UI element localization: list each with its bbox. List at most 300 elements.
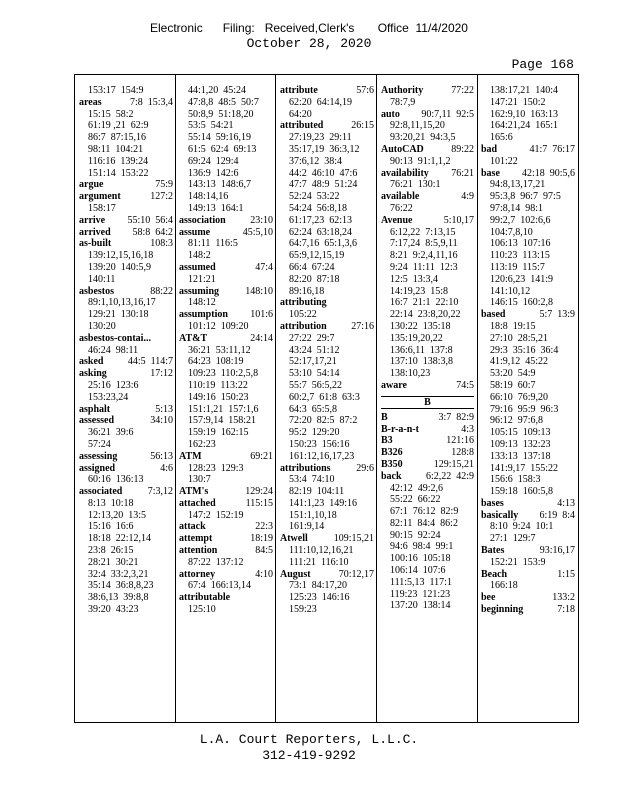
index-refs-line: 29:3 35:16 36:4 [490, 344, 559, 356]
index-refs-line: 146:15 160:2,8 [490, 297, 554, 309]
index-refs-line: 8:13 10:18 [88, 497, 134, 509]
index-term: asked [79, 356, 104, 368]
index-entry [481, 545, 575, 557]
index-refs-line: 161:9,14 [289, 521, 325, 533]
index-term: assume [179, 226, 211, 238]
index-entry [179, 533, 273, 545]
index-refs-line: 164:21,24 165:1 [490, 120, 559, 132]
index-refs-line: 137:20 138:14 [390, 600, 451, 612]
index-refs: 34:10 [145, 415, 173, 427]
index-refs: 1:15 [552, 568, 575, 580]
index-refs: 90:7,11 92:5 [416, 108, 474, 120]
index-entry [381, 144, 474, 156]
index-term: attached [179, 497, 216, 509]
index-entry [481, 498, 575, 510]
index-refs-line: 55:22 66:22 [390, 494, 441, 506]
index-term: B3 [381, 435, 393, 447]
index-refs-line: 67:1 76:12 82:9 [390, 506, 459, 518]
index-refs-line: 135:19,20,22 [390, 332, 443, 344]
index-entry [79, 179, 173, 191]
index-refs-line: 147:2 152:19 [188, 509, 244, 521]
index-refs-line: 18:8 19:15 [490, 320, 536, 332]
index-entry [79, 486, 173, 498]
index-refs-line: 44:1,20 45:24 [188, 85, 247, 96]
index-entry [79, 415, 173, 427]
index-entry [381, 380, 474, 392]
index-refs-line: 42:12 49:2,6 [390, 482, 444, 494]
index-refs-line: 165:6 [490, 132, 513, 144]
index-term: B [381, 411, 388, 423]
index-refs-line: 81:11 116:5 [188, 238, 238, 250]
index-term: ATM's [179, 486, 209, 498]
index-entry [280, 321, 374, 333]
index-entry [481, 510, 575, 522]
index-refs-line: 86:7 87:15,16 [88, 132, 147, 144]
index-term: Avenue [381, 214, 413, 226]
index-entry [79, 227, 173, 239]
index-refs-line: 58:19 60:7 [490, 379, 536, 391]
index-refs-line: 35:17,19 36:3,12 [289, 143, 360, 155]
index-refs-line: 93:20,21 94:3,5 [390, 132, 456, 144]
index-entry [481, 168, 575, 180]
index-refs-line: 95:3,8 96:7 97:5 [490, 191, 561, 203]
index-entry [381, 459, 474, 471]
index-entry [79, 451, 173, 463]
index-term: auto [381, 108, 400, 120]
index-refs-line: 60:16 136:13 [88, 474, 144, 486]
index-refs-line: 148:12 [188, 297, 216, 309]
index-term: asking [79, 368, 107, 380]
index-refs-line: 38:6,13 39:8,8 [88, 592, 149, 604]
index-refs-line: 149:13 164:1 [188, 202, 244, 214]
index-term: asphalt [79, 403, 111, 415]
index-refs: 129:15,21 [428, 458, 474, 470]
index-refs-line: 39:20 43:23 [88, 604, 139, 616]
index-entry [79, 286, 173, 298]
index-refs: 45:5,10 [237, 226, 273, 238]
index-refs: 18:19 [245, 533, 273, 545]
index-refs: 4:10 [250, 568, 273, 580]
index-refs-line: 27:22 29:7 [289, 332, 335, 344]
index-refs: 3:7 82:9 [433, 411, 474, 423]
index-refs: 4:6 [155, 462, 173, 474]
index-refs-line: 133:13 137:18 [490, 450, 551, 462]
index-entry [179, 309, 273, 321]
index-frame [74, 74, 579, 723]
index-entry [381, 85, 474, 97]
index-refs-line: 37:6,12 38:4 [289, 155, 343, 167]
index-refs-line: 94:8,13,17,21 [490, 179, 546, 191]
index-term: attribute [280, 85, 318, 96]
index-refs-line: 140:11 [88, 273, 116, 285]
index-entry [79, 356, 173, 368]
index-term: availability [381, 167, 429, 179]
index-refs: 22:3 [250, 521, 273, 533]
index-refs-line: 113:19 115:7 [490, 261, 545, 273]
index-refs: 84:5 [250, 545, 273, 557]
index-refs-line: 99:2,7 102:6,6 [490, 214, 551, 226]
index-refs-line: 89:16,18 [289, 285, 325, 297]
index-refs-line: 27:19,23 29:11 [289, 132, 352, 144]
index-refs: 127:2 [145, 191, 173, 203]
index-entry [179, 592, 273, 604]
index-term: base [481, 167, 500, 179]
index-refs-line: 54:24 56:8,18 [289, 202, 348, 214]
index-refs: 23:10 [245, 214, 273, 226]
index-refs-line: 105:22 [289, 309, 317, 321]
index-refs-line: 136:6,11 137:8 [390, 344, 453, 356]
index-refs-line: 106:13 107:16 [490, 238, 551, 250]
index-refs: 41:7 76:17 [524, 143, 575, 155]
index-refs-line: 90:13 91:1,1,2 [390, 155, 451, 167]
index-term: attack [179, 521, 206, 533]
index-entry [280, 569, 374, 581]
index-entry [179, 521, 273, 533]
index-refs: 7:18 [552, 604, 575, 616]
index-refs-line: 87:22 137:12 [188, 556, 244, 568]
index-refs: 6:2,22 42:9 [420, 470, 474, 482]
index-refs-line: 47:7 48:9 51:24 [289, 179, 358, 191]
index-refs-line: 89:1,10,13,16,17 [88, 297, 156, 309]
index-entry [280, 463, 374, 475]
index-refs-line: 28:21 30:21 [88, 556, 139, 568]
page-number: Page 168 [511, 57, 574, 72]
index-term: association [179, 214, 226, 226]
index-refs-line: 153:23,24 [88, 391, 129, 403]
index-refs-line: 125:10 [188, 604, 216, 616]
index-refs-line: 7:17,24 8:5,9,11 [390, 238, 458, 250]
index-refs-line: 152:21 153:9 [490, 556, 546, 568]
index-term: assumed [179, 261, 216, 273]
index-term: as-built [79, 238, 112, 250]
index-refs-line: 16:7 21:1 22:10 [390, 297, 459, 309]
column-divider [477, 75, 478, 722]
index-refs-line: 95:2 129:20 [289, 427, 340, 439]
index-refs-line: 151:1,21 157:1,6 [188, 403, 259, 415]
reporter-name: L.A. Court Reporters, L.L.C. [199, 732, 419, 747]
index-refs: 4:13 [552, 497, 575, 509]
index-entry [179, 498, 273, 510]
index-refs: 4:9 [456, 191, 474, 203]
index-refs-line: 92:8,11,15,20 [390, 120, 445, 132]
index-refs: 58:8 64:2 [127, 226, 173, 238]
index-refs-line: 105:15 109:13 [490, 427, 551, 439]
index-refs: 29:6 [351, 462, 374, 474]
index-refs-line: 27:10 28:5,21 [490, 332, 549, 344]
index-refs-line: 79:16 95:9 96:3 [490, 403, 559, 415]
index-refs: 75:9 [150, 179, 173, 191]
index-refs-line: 52:17,17,21 [289, 356, 337, 368]
index-refs-line: 64:3 65:5,8 [289, 403, 338, 415]
index-refs-line: 128:23 129:3 [188, 462, 244, 474]
index-refs-line: 120:6,23 141:9 [490, 273, 554, 285]
index-refs-line: 57:24 [88, 438, 111, 450]
index-term: AT&T [179, 332, 208, 344]
index-term: bad [481, 143, 498, 155]
index-term: AutoCAD [381, 143, 424, 155]
index-entry [179, 262, 273, 274]
index-refs-line: 149:16 150:23 [188, 391, 249, 403]
index-refs-line: 53:20 54:9 [490, 368, 536, 380]
index-entry [79, 191, 173, 203]
index-refs-line: 106:14 107:6 [390, 565, 446, 577]
index-refs: 115:15 [240, 497, 273, 509]
index-refs: 55:10 56:4 [122, 214, 173, 226]
index-term: attribution [280, 320, 327, 332]
index-term: asbestos-contai... [79, 332, 151, 344]
index-entry [179, 451, 273, 463]
index-refs-line: 159:23 [289, 604, 317, 616]
index-term: areas [79, 96, 102, 108]
column-divider [275, 75, 276, 722]
index-refs-line: 136:9 142:6 [188, 167, 239, 179]
index-refs-line: 111:5,13 117:1 [390, 576, 452, 588]
index-refs-line: 67:4 166:13,14 [188, 580, 252, 592]
index-entry [381, 412, 474, 424]
index-refs-line: 14:19,23 15:8 [390, 285, 449, 297]
index-refs-line: 143:13 148:6,7 [188, 179, 252, 191]
index-refs-line: 12:5 13:3,4 [390, 273, 439, 285]
index-term: beginning [481, 604, 524, 616]
index-term: assuming [179, 285, 220, 297]
index-term: attorney [179, 568, 216, 580]
index-refs-line: 52:24 53:22 [289, 191, 340, 203]
index-entry [79, 215, 173, 227]
index-refs-line: 100:16 105:18 [390, 553, 451, 565]
index-refs-line: 162:9,10 163:13 [490, 108, 559, 120]
index-entry [79, 368, 173, 380]
index-refs-line: 55:14 59:16,19 [188, 132, 252, 144]
index-term: Atwell [280, 533, 308, 545]
index-refs: 77:22 [446, 85, 474, 96]
index-refs-line: 61:19 ,21 62:9 [88, 120, 149, 132]
index-refs: 57:6 [351, 85, 374, 96]
index-refs-line: 62:20 64:14,19 [289, 96, 353, 108]
index-column-1 [79, 85, 173, 616]
index-term: Beach [481, 568, 508, 580]
index-term: basically [481, 509, 519, 521]
index-refs-line: 15:15 58:2 [88, 108, 134, 120]
index-refs: 148:10 [240, 285, 273, 297]
index-refs-line: 158:17 [88, 202, 116, 214]
index-refs-line: 66:4 67:24 [289, 261, 335, 273]
index-term: assigned [79, 462, 116, 474]
index-refs-line: 147:21 150:2 [490, 96, 546, 108]
index-refs: 88:22 [145, 285, 173, 297]
index-refs-line: 65:9,12,15,19 [289, 250, 345, 262]
index-refs-line: 111:21 116:10 [289, 556, 349, 568]
index-refs-line: 130:22 135:18 [390, 320, 451, 332]
index-refs-line: 130:20 [88, 320, 116, 332]
index-entry [79, 238, 173, 250]
index-entry [280, 85, 374, 97]
index-refs-line: 94:6 98:4 99:1 [390, 541, 454, 553]
index-refs-line: 64:20 [289, 108, 312, 120]
index-term: available [381, 191, 420, 203]
index-entry [79, 97, 173, 109]
index-refs-line: 125:23 146:16 [289, 592, 350, 604]
index-entry [481, 569, 575, 581]
index-entry [481, 604, 575, 616]
index-refs: 5:10,17 [438, 214, 474, 226]
index-entry [381, 215, 474, 227]
index-refs-line: 90:15 92:24 [390, 529, 441, 541]
index-refs-line: 141:10,12 [490, 285, 531, 297]
index-entry [79, 463, 173, 475]
index-refs-line: 76:22 [390, 202, 413, 214]
index-entry [381, 471, 474, 483]
index-refs-line: 96:12 97:6,8 [490, 415, 544, 427]
index-refs-line: 141:9,17 155:22 [490, 462, 559, 474]
index-term: attributing [280, 297, 327, 309]
index-entry [381, 168, 474, 180]
index-refs-line: 73:1 84:17,20 [289, 580, 348, 592]
index-refs-line: 139:20 140:5,9 [88, 261, 152, 273]
index-refs: 6:19 8:4 [534, 509, 575, 521]
column-divider [175, 75, 176, 722]
reporter-phone: 312-419-9292 [262, 748, 356, 763]
index-refs: 4:3 [456, 423, 474, 435]
index-refs-line: 64:7,16 65:1,3,6 [289, 238, 358, 250]
index-refs-line: 153:17 154:9 [88, 85, 144, 96]
index-refs-line: 8:10 9:24 10:1 [490, 521, 554, 533]
index-refs: 128:8 [446, 447, 474, 459]
index-term: aware [381, 379, 407, 391]
index-refs-line: 150:23 156:16 [289, 438, 350, 450]
letter-heading: B [381, 396, 474, 409]
index-refs-line: 148:14,16 [188, 191, 229, 203]
index-refs-line: 53:4 74:10 [289, 474, 335, 486]
index-refs-line: 110:19 113:22 [188, 379, 248, 391]
index-refs: 89:22 [446, 143, 474, 155]
index-term: assessed [79, 415, 115, 427]
index-refs-line: 50:8,9 51:18,20 [188, 108, 254, 120]
filing-stamp: Electronic Filing: Received,Clerk's Office 11/4/2020 [150, 21, 468, 35]
index-refs-line: 36:21 39:6 [88, 427, 134, 439]
index-refs-line: 27:1 129:7 [490, 533, 536, 545]
index-entry [481, 592, 575, 604]
index-term: argument [79, 191, 121, 203]
index-refs-line: 66:10 76:9,20 [490, 391, 549, 403]
index-refs-line: 78:7,9 [390, 96, 416, 108]
index-refs-line: 141:1,23 149:16 [289, 497, 358, 509]
index-refs-line: 148:2 [188, 250, 211, 262]
index-refs: 47:4 [250, 261, 273, 273]
index-refs-line: 43:24 51:12 [289, 344, 340, 356]
column-divider [376, 75, 377, 722]
index-entry [381, 109, 474, 121]
index-refs: 5:7 13:9 [534, 309, 575, 321]
index-refs: 5:13 [150, 403, 173, 415]
index-term: associated [79, 486, 123, 498]
index-refs-line: 55:7 56:5,22 [289, 379, 343, 391]
index-refs-line: 159:18 160:5,8 [490, 486, 554, 498]
index-refs-line: 22:14 23:8,20,22 [390, 309, 461, 321]
index-refs-line: 161:12,16,17,23 [289, 450, 355, 462]
index-entry [179, 215, 273, 227]
index-refs: 7:8 15:3,4 [124, 96, 173, 108]
index-refs-line: 130:7 [188, 474, 211, 486]
index-refs: 69:21 [245, 450, 273, 462]
index-refs-line: 110:23 113:15 [490, 250, 550, 262]
index-refs: 74:5 [451, 379, 474, 391]
index-refs-line: 18:18 22:12,14 [88, 533, 152, 545]
index-term: back [381, 470, 402, 482]
index-refs-line: 137:10 138:3,8 [390, 356, 454, 368]
index-entry [179, 227, 273, 239]
index-term: assumption [179, 309, 228, 321]
index-refs-line: 61:17,23 62:13 [289, 214, 353, 226]
index-refs-line: 82:20 87:18 [289, 273, 340, 285]
index-refs-line: 116:16 139:24 [88, 155, 149, 167]
index-term: B-r-a-n-t [381, 423, 419, 435]
index-refs-line: 166:18 [490, 580, 518, 592]
index-refs-line: 23:8 26:15 [88, 545, 134, 557]
index-entry [280, 120, 374, 132]
index-refs-line: 60:2,7 61:8 63:3 [289, 391, 360, 403]
index-term: B326 [381, 447, 403, 459]
index-term: arrive [79, 214, 106, 226]
index-refs-line: 82:11 84:4 86:2 [390, 517, 458, 529]
index-term: Authority [381, 85, 424, 96]
filing-date: October 28, 2020 [246, 36, 372, 51]
index-entry [381, 435, 474, 447]
index-refs-line: 53:10 54:14 [289, 368, 340, 380]
index-refs-line: 159:19 162:15 [188, 427, 249, 439]
index-refs-line: 9:24 11:11 12:3 [390, 261, 458, 273]
index-term: B350 [381, 458, 403, 470]
index-refs-line: 36:21 53:11,12 [188, 344, 251, 356]
index-refs: 108:3 [145, 238, 173, 250]
index-refs: 121:16 [441, 435, 474, 447]
index-term: attempt [179, 533, 213, 545]
index-refs-line: 97:8,14 98:1 [490, 202, 544, 214]
index-refs-line: 82:19 104:11 [289, 486, 345, 498]
index-refs: 129:24 [240, 486, 273, 498]
index-entry [79, 333, 173, 345]
index-refs: 7:3,12 [142, 486, 173, 498]
index-refs-line: 72:20 82:5 87:2 [289, 415, 358, 427]
index-entry [381, 424, 474, 436]
index-refs-line: 101:22 [490, 155, 518, 167]
index-refs-line: 35:14 36:8,8,23 [88, 580, 154, 592]
index-refs-line: 69:24 129:4 [188, 155, 239, 167]
index-refs: 109:15,21 [328, 533, 374, 545]
index-refs-line: 98:11 104:21 [88, 143, 144, 155]
index-refs-line: 151:14 153:22 [88, 167, 149, 179]
index-refs: 133:2 [547, 592, 575, 604]
index-refs-line: 119:23 121:23 [390, 588, 451, 600]
index-refs-line: 47:8,8 48:5 50:7 [188, 96, 259, 108]
index-refs-line: 12:13,20 13:5 [88, 509, 147, 521]
index-refs: 17:12 [145, 368, 173, 380]
index-refs-line: 139:12,15,16,18 [88, 250, 154, 262]
index-refs-line: 6:12,22 7:13,15 [390, 226, 456, 238]
index-term: Bates [481, 545, 505, 557]
index-refs: 26:15 [346, 120, 374, 132]
index-refs-line: 162:23 [188, 438, 216, 450]
index-entry [179, 569, 273, 581]
index-refs: 101:6 [245, 309, 273, 321]
index-refs-line: 62:24 63:18,24 [289, 226, 353, 238]
index-term: August [280, 568, 311, 580]
index-refs-line: 32:4 33:2,3,21 [88, 568, 149, 580]
index-entry [381, 191, 474, 203]
index-column-3 [280, 85, 374, 616]
index-term: based [481, 309, 506, 321]
index-term: attributions [280, 462, 331, 474]
index-term: bases [481, 497, 504, 509]
